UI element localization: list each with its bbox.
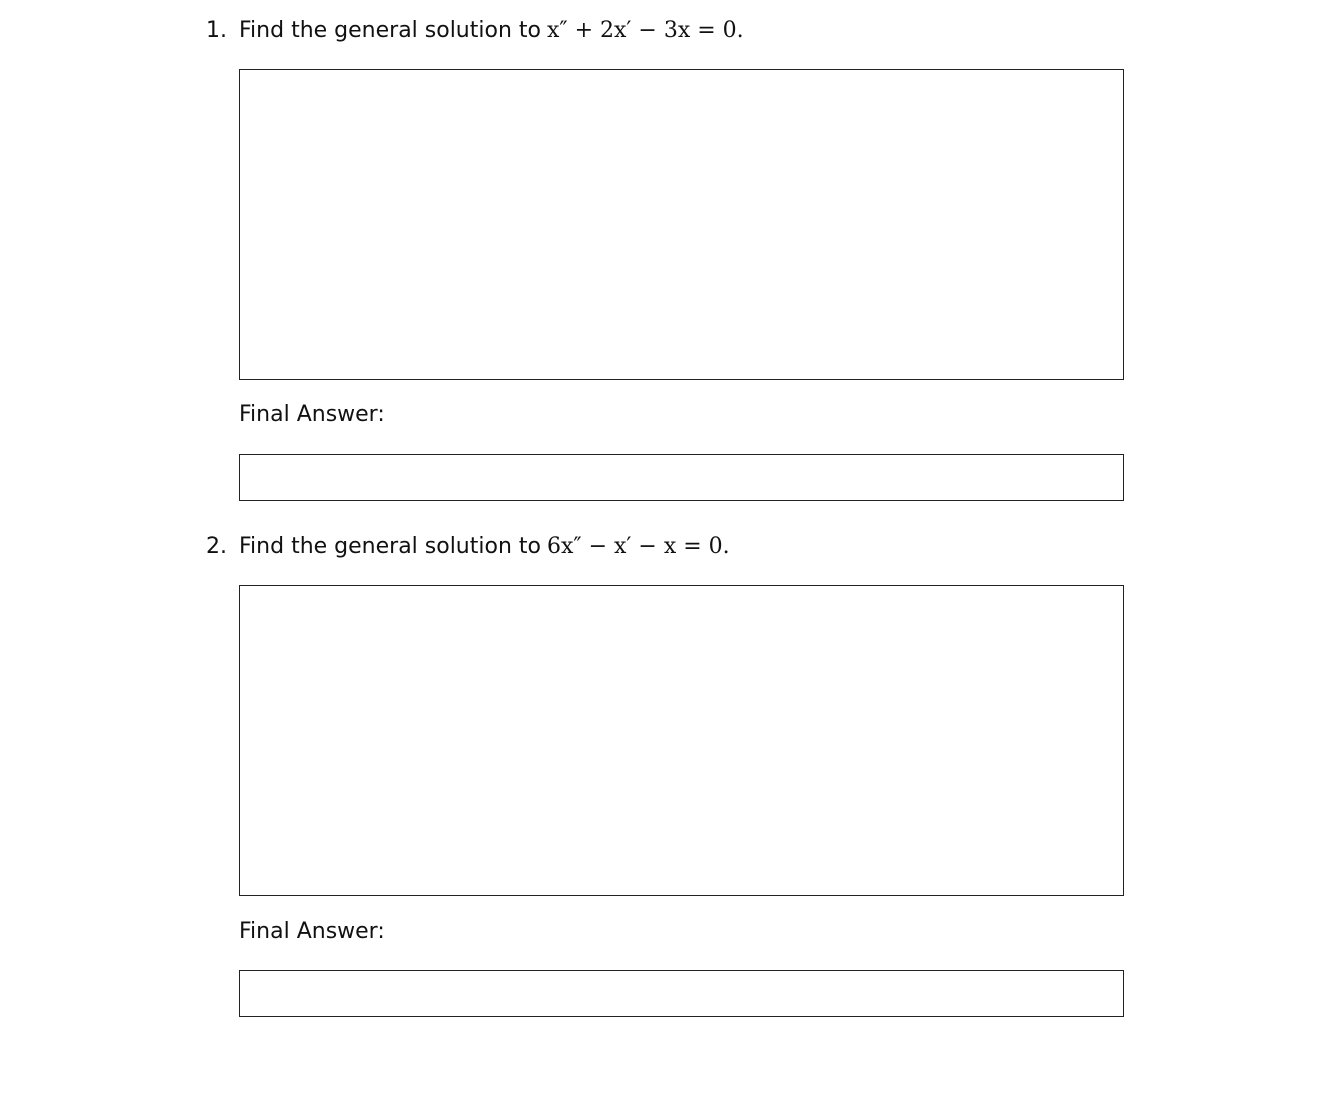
problem-1-final-answer-field[interactable] [239,454,1124,501]
problem-1-work-area[interactable] [239,69,1124,380]
problem-2-equation: 6x″ − x′ − x = 0. [546,534,730,559]
problem-2-final-answer-label: Final Answer: [239,919,385,944]
problem-1-final-answer-label: Final Answer: [239,402,385,427]
problem-2-final-answer-field[interactable] [239,970,1124,1017]
problem-1-equation: x″ + 2x′ − 3x = 0. [546,18,744,43]
problem-2-number: 2. [206,534,227,559]
problem-1-number: 1. [206,18,227,43]
problem-2-statement [206,533,730,561]
problem-2-prompt: Find the general solution to [239,534,541,559]
problem-1-statement [206,17,744,45]
problem-1-prompt: Find the general solution to [239,18,541,43]
problem-2-work-area[interactable] [239,585,1124,896]
